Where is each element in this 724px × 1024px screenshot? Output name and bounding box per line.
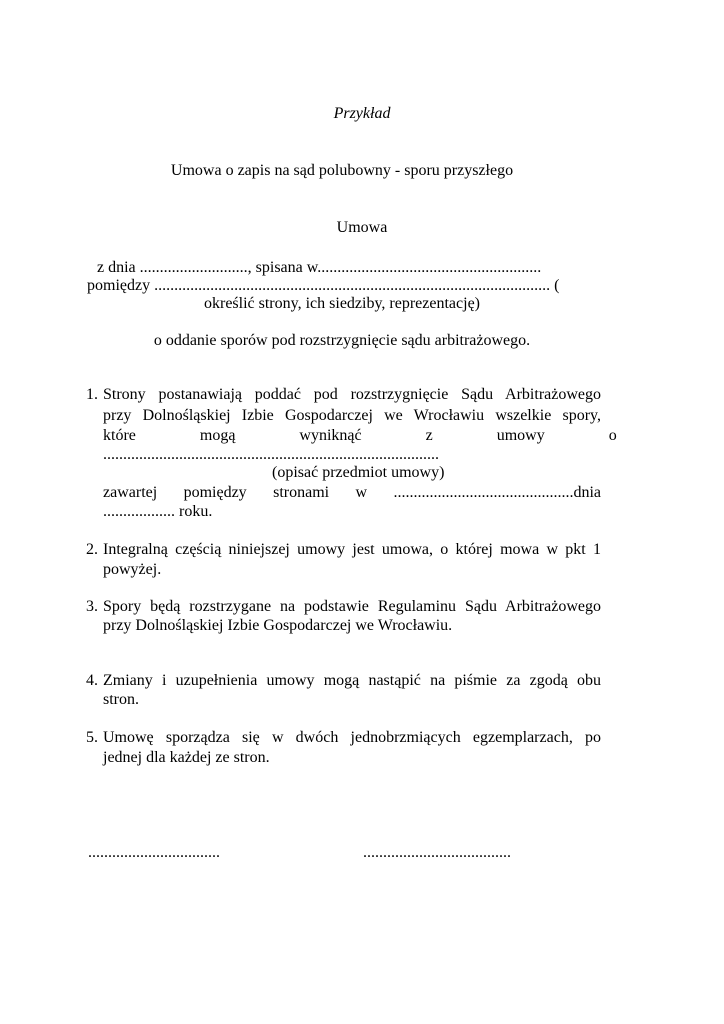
example-heading: Przykład — [333, 105, 391, 122]
clause-number: 5. — [86, 729, 98, 746]
clause-line: które mogą wyniknąć z umowy o — [103, 427, 617, 444]
preamble-date-line: z dnia ..........................., spisana w........................................................ — [97, 259, 542, 276]
clause-line: przy Dolnośląskiej Izbie Gospodarczej we Wrocławiu wszelkie spory, — [103, 407, 601, 424]
clause-number: 4. — [86, 672, 98, 689]
subject-placeholder-line: .................................................................................... — [103, 446, 439, 463]
clause-number: 2. — [86, 541, 98, 558]
clause-line: Strony postanawiają poddać pod rozstrzygnięcie Sądu Arbitrażowego — [103, 386, 601, 403]
clause-line: zawartej pomiędzy stronami w .............................................dnia — [103, 484, 601, 501]
document-title: Umowa — [336, 219, 388, 236]
clause-line: Integralną częścią niniejszej umowy jest umowa, o której mowa w pkt 1 — [103, 541, 601, 558]
document-subtitle: Umowa o zapis na sąd polubowny - sporu przyszłego — [170, 162, 514, 179]
clause-line: .................. roku. — [103, 503, 213, 520]
preamble-parties-line: pomiędzy ................................................................................................... ( — [87, 277, 560, 294]
clause-line: Spory będą rozstrzygane na podstawie Regulaminu Sądu Arbitrażowego — [103, 598, 601, 615]
clause-line: Zmiany i uzupełnienia umowy mogą nastąpić na piśmie za zgodą obu — [103, 672, 601, 689]
clause-line: jednej dla każdej ze stron. — [103, 749, 270, 766]
signature-line-left: ................................. — [88, 844, 220, 861]
clause-number: 3. — [86, 598, 98, 615]
preamble-parties-note: określić strony, ich siedziby, reprezentację) — [203, 295, 481, 312]
clause-line: powyżej. — [103, 561, 162, 578]
subject-note: (opisać przedmiot umowy) — [272, 464, 445, 481]
clause-line: przy Dolnośląskiej Izbie Gospodarczej we Wrocławiu. — [103, 617, 453, 634]
clause-number: 1. — [86, 386, 98, 403]
clause-line: stron. — [103, 691, 139, 708]
preamble-purpose: o oddanie sporów pod rozstrzygnięcie sądu arbitrażowego. — [153, 332, 531, 349]
clause-line: Umowę sporządza się w dwóch jednobrzmiących egzemplarzach, po — [103, 729, 601, 746]
signature-line-right: ..................................... — [363, 844, 511, 861]
